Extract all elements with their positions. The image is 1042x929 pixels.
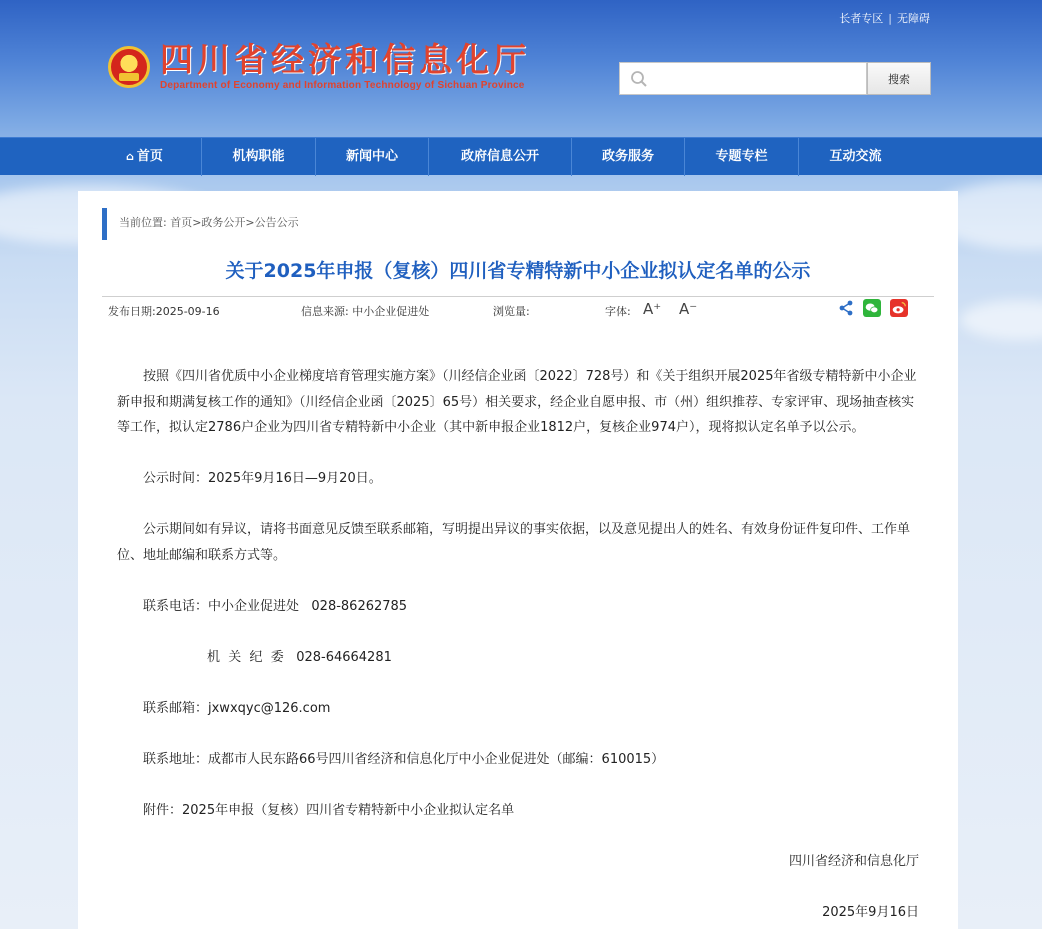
- national-emblem-icon: [108, 46, 150, 88]
- nav-item-interaction[interactable]: [799, 138, 912, 176]
- nav-item-label: 机构职能: [232, 149, 285, 164]
- search-button[interactable]: 搜索: [867, 62, 931, 95]
- font-size-label: 字体:: [605, 305, 631, 318]
- info-source: 信息来源: 中小企业促进处: [301, 305, 430, 318]
- weibo-icon[interactable]: [890, 299, 908, 317]
- site-logo[interactable]: [108, 42, 530, 91]
- contact-phone: 联系电话：中小企业促进处 028-86262785: [143, 599, 408, 614]
- article-paragraph: 按照《四川省优质中小企业梯度培育管理实施方案》（川经信企业函〔2022〕728号）和《关于组织开展2025年省级专精特新中小企业新申报和期满复核工作的通知》（川经信企业函〔2025〕65号）相关要求，经企业自愿申报、市（州）组织推荐、专家评审、现场抽查核实等工作，拟认定2786户企业为四川省专精特新中小企业（其中新申报企业1812户，复核企业974户），现将拟认定名单予以公示。: [117, 369, 917, 435]
- article-paragraph: 公示时间：2025年9月16日—9月20日。: [143, 471, 382, 486]
- nav-item-home[interactable]: [88, 138, 202, 176]
- nav-item-label: 新闻中心: [345, 149, 398, 164]
- article-title: 关于2025年申报（复核）四川省专精特新中小企业拟认定名单的公示: [225, 260, 811, 282]
- nav-item-services[interactable]: [572, 138, 685, 176]
- home-icon: ⌂: [126, 150, 134, 163]
- top-links-separator: |: [888, 12, 892, 25]
- breadcrumb: 当前位置: 首页>政务公开>公告公示: [102, 208, 299, 240]
- article-paragraph: 公示期间如有异议，请将书面意见反馈至联系邮箱，写明提出异议的事实依据，以及意见提出人的姓名、有效身份证件复印件、工作单位、地址邮编和联系方式等。: [117, 522, 911, 563]
- logo-chinese-name: 四川省经济和信息化厅: [160, 40, 530, 79]
- search-icon: [630, 70, 648, 88]
- search-box: [619, 62, 867, 95]
- nav-item-label: 政务服务: [601, 149, 654, 164]
- nav-item-organization[interactable]: [202, 138, 316, 176]
- nav-item-gov-info[interactable]: [429, 138, 572, 176]
- top-links: [839, 10, 930, 26]
- logo-english-name: Department of Economy and Information Technology of Sichuan Province: [160, 80, 525, 91]
- nav-item-label: 专题专栏: [715, 149, 768, 164]
- article-meta: [102, 296, 934, 322]
- font-increase-button[interactable]: A⁺: [643, 300, 662, 318]
- elderly-zone-link[interactable]: 长者专区: [839, 12, 884, 25]
- nav-item-label: 首页: [136, 149, 163, 164]
- share-icon[interactable]: [837, 299, 855, 317]
- nav-item-news[interactable]: [316, 138, 429, 176]
- contact-email: 联系邮箱：jxwxqyc@126.com: [143, 701, 331, 716]
- publish-date: 发布日期:2025-09-16: [108, 305, 220, 318]
- wechat-icon[interactable]: [863, 299, 881, 317]
- cloud-decoration: [960, 300, 1042, 340]
- font-decrease-button[interactable]: A⁻: [679, 300, 698, 318]
- nav-item-label: 政府信息公开: [460, 149, 539, 164]
- nav-item-topics[interactable]: [685, 138, 799, 176]
- contact-phone-secondary: 机 关 纪 委 028-64664281: [207, 650, 392, 665]
- main-nav: [0, 137, 1042, 175]
- signature-date: 2025年9月16日: [822, 905, 919, 920]
- nav-item-label: 互动交流: [829, 149, 882, 164]
- view-count: 浏览量:: [493, 305, 530, 318]
- accessibility-link[interactable]: 无障碍: [897, 12, 930, 25]
- attachment-link[interactable]: 附件：2025年申报（复核）四川省专精特新中小企业拟认定名单: [143, 803, 515, 818]
- search-input[interactable]: [656, 71, 856, 86]
- signature-org: 四川省经济和信息化厅: [788, 854, 919, 869]
- contact-address: 联系地址：成都市人民东路66号四川省经济和信息化厅中小企业促进处（邮编：610015）: [143, 752, 665, 767]
